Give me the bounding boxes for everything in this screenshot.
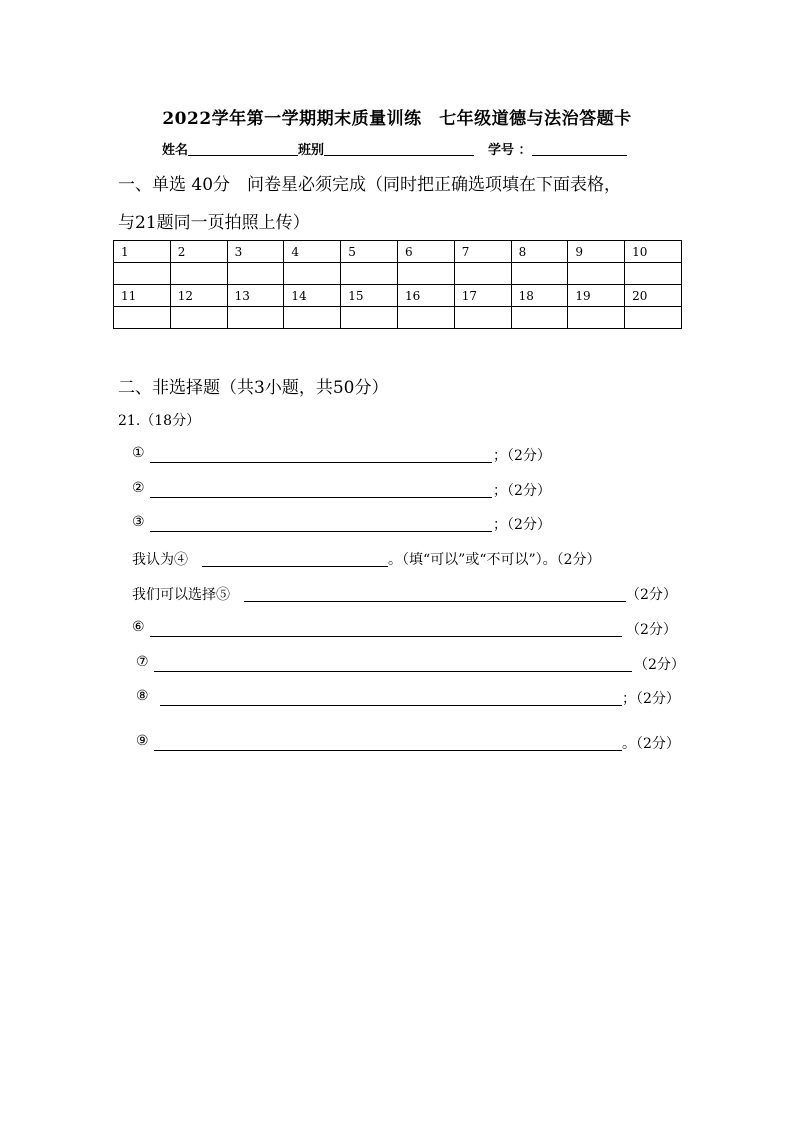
student-id-field[interactable] [532,141,627,156]
answer-cell[interactable] [284,307,341,329]
answer-8-suffix: ；（2分） [622,691,680,707]
answer-cell[interactable] [397,307,454,329]
answer-9-prefix: ⑨ [136,733,149,749]
question-number-cell: 11 [114,285,171,307]
question-number-cell: 18 [511,285,568,307]
answer-cell[interactable] [114,263,171,285]
name-field[interactable] [188,141,298,156]
answer-cell[interactable] [227,263,284,285]
answer-cell[interactable] [114,307,171,329]
answer-2-line[interactable] [150,497,492,498]
answer-3-prefix: ③ [132,514,145,530]
answer-cell[interactable] [341,307,398,329]
answer-2-prefix: ② [132,480,145,496]
answer-7-line[interactable] [154,671,632,672]
answer-4-prefix: 我认为④ [132,552,188,568]
answer-2-suffix: ；（2分） [493,483,551,499]
answer-7-prefix: ⑦ [136,654,149,670]
student-id-label: 学号 ： [488,143,532,158]
answer-7-suffix: （2分） [634,657,685,673]
answer-cell[interactable] [170,307,227,329]
answer-6-prefix: ⑥ [132,619,145,635]
answer-8-prefix: ⑧ [136,688,149,704]
question-number-cell: 15 [341,285,398,307]
answer-cell[interactable] [511,263,568,285]
class-field[interactable] [324,141,474,156]
answer-4-line[interactable] [202,566,388,567]
answer-cell[interactable] [397,263,454,285]
section2-heading: 二、非选择题（共3小题，共50分） [118,378,389,398]
question-number-cell: 20 [625,285,682,307]
question-number-cell: 6 [397,241,454,263]
question-number-cell: 13 [227,285,284,307]
question-number-cell: 17 [454,285,511,307]
answer-5-prefix: 我们可以选择⑤ [132,587,230,603]
question-number-cell: 14 [284,285,341,307]
answer-grid-input-row [114,263,682,285]
answer-6-line[interactable] [150,636,622,637]
answer-3-suffix: ；（2分） [493,517,551,533]
question-number-cell: 16 [397,285,454,307]
answer-grid-number-row [114,241,682,263]
name-label: 姓名 [162,143,189,158]
answer-9-suffix: 。（2分） [622,736,680,752]
answer-cell[interactable] [625,263,682,285]
answer-cell[interactable] [511,307,568,329]
question-number-cell: 10 [625,241,682,263]
answer-9-line[interactable] [154,750,622,751]
answer-cell[interactable] [170,263,227,285]
answer-cell[interactable] [454,307,511,329]
answer-5-suffix: （2分） [626,587,677,603]
question-number-cell: 2 [170,241,227,263]
answer-cell[interactable] [568,263,625,285]
question-number-cell: 9 [568,241,625,263]
answer-grid [113,240,682,329]
section1-heading: 一、单选 40分 问卷星必须完成（同时把正确选项填在下面表格， [118,175,622,195]
answer-cell[interactable] [625,307,682,329]
answer-1-prefix: ① [132,445,145,461]
question-21-label: 21.（18分） [118,413,201,429]
answer-cell[interactable] [568,307,625,329]
answer-cell[interactable] [454,263,511,285]
answer-8-line[interactable] [160,705,622,706]
answer-cell[interactable] [227,307,284,329]
answer-1-line[interactable] [150,462,492,463]
section1-heading-cont: 与21题同一页拍照上传） [118,213,310,233]
question-number-cell: 19 [568,285,625,307]
answer-5-line[interactable] [244,601,626,602]
answer-3-line[interactable] [150,531,492,532]
student-info-row [162,139,627,158]
answer-grid-input-row [114,307,682,329]
question-number-cell: 4 [284,241,341,263]
class-label: 班别 [298,143,325,158]
answer-grid-number-row [114,285,682,307]
answer-4-suffix: 。（填“可以”或“不可以”）。（2分） [388,552,601,568]
question-number-cell: 8 [511,241,568,263]
question-number-cell: 3 [227,241,284,263]
answer-cell[interactable] [341,263,398,285]
question-number-cell: 1 [114,241,171,263]
question-number-cell: 12 [170,285,227,307]
answer-1-suffix: ；（2分） [493,448,551,464]
question-number-cell: 5 [341,241,398,263]
page-title: 2022学年第一学期期末质量训练 七年级道德与法治答题卡 [162,109,632,129]
question-number-cell: 7 [454,241,511,263]
answer-cell[interactable] [284,263,341,285]
answer-6-suffix: （2分） [626,622,677,638]
